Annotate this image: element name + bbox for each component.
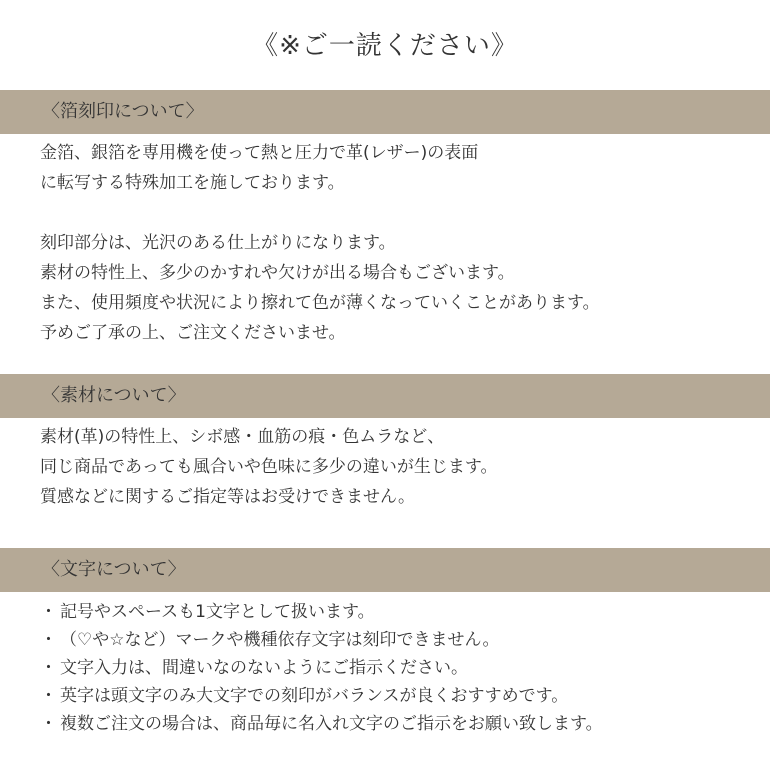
foil-paragraph1-line: に転写する特殊加工を施しております。 [40,173,345,193]
bullet-text: （♡や☆など）マークや機種依存文字は刻印できません。 [60,630,500,650]
list-item [40,598,760,626]
foil-paragraph2-line: 予めご了承の上、ご注文くださいませ。 [40,323,346,343]
material-line: 素材(革)の特性上、シボ感・血筋の痕・色ムラなど、 [40,427,445,447]
list-item [40,626,760,654]
bullet-text: 記号やスペースも1文字として扱います。 [60,602,375,622]
page-title: 《※ご一読ください》 [252,31,518,61]
material-line: 同じ商品であっても風合いや色味に多少の違いが生じます。 [40,457,498,477]
bullet-text: 文字入力は、間違いなのないようにご指示ください。 [60,658,468,678]
material-line: 質感などに関するご指定等はお受けできません。 [40,487,416,507]
bullet-text: 複数ご注文の場合は、商品毎に名入れ文字のご指示をお願い致します。 [60,714,603,734]
section-body-foil [40,138,760,348]
section-body-material [40,422,760,512]
foil-paragraph1-line: 金箔、銀箔を専用機を使って熱と圧力で革(レザー)の表面 [40,143,479,163]
paragraph-spacer [40,198,760,228]
bullet-text: 英字は頭文字のみ大文字での刻印がバランスが良くおすすめです。 [60,686,569,706]
section-header-foil: 〈箔刻印について〉 [0,90,770,134]
bullet-mark: ・ [40,630,57,650]
section-header-material: 〈素材について〉 [0,374,770,418]
bullet-mark: ・ [40,602,57,622]
bullet-mark: ・ [40,714,57,734]
foil-paragraph2-line: 刻印部分は、光沢のある仕上がりになります。 [40,233,396,253]
bullet-mark: ・ [40,658,57,678]
section-header-characters: 〈文字について〉 [0,548,770,592]
list-item [40,654,760,682]
foil-paragraph2-line: また、使用頻度や状況により擦れて色が薄くなっていくことがあります。 [40,293,600,313]
foil-paragraph2-line: 素材の特性上、多少のかすれや欠けが出る場合もございます。 [40,263,515,283]
characters-bullet-list [40,598,760,738]
bullet-mark: ・ [40,686,57,706]
list-item [40,710,760,738]
list-item [40,682,760,710]
